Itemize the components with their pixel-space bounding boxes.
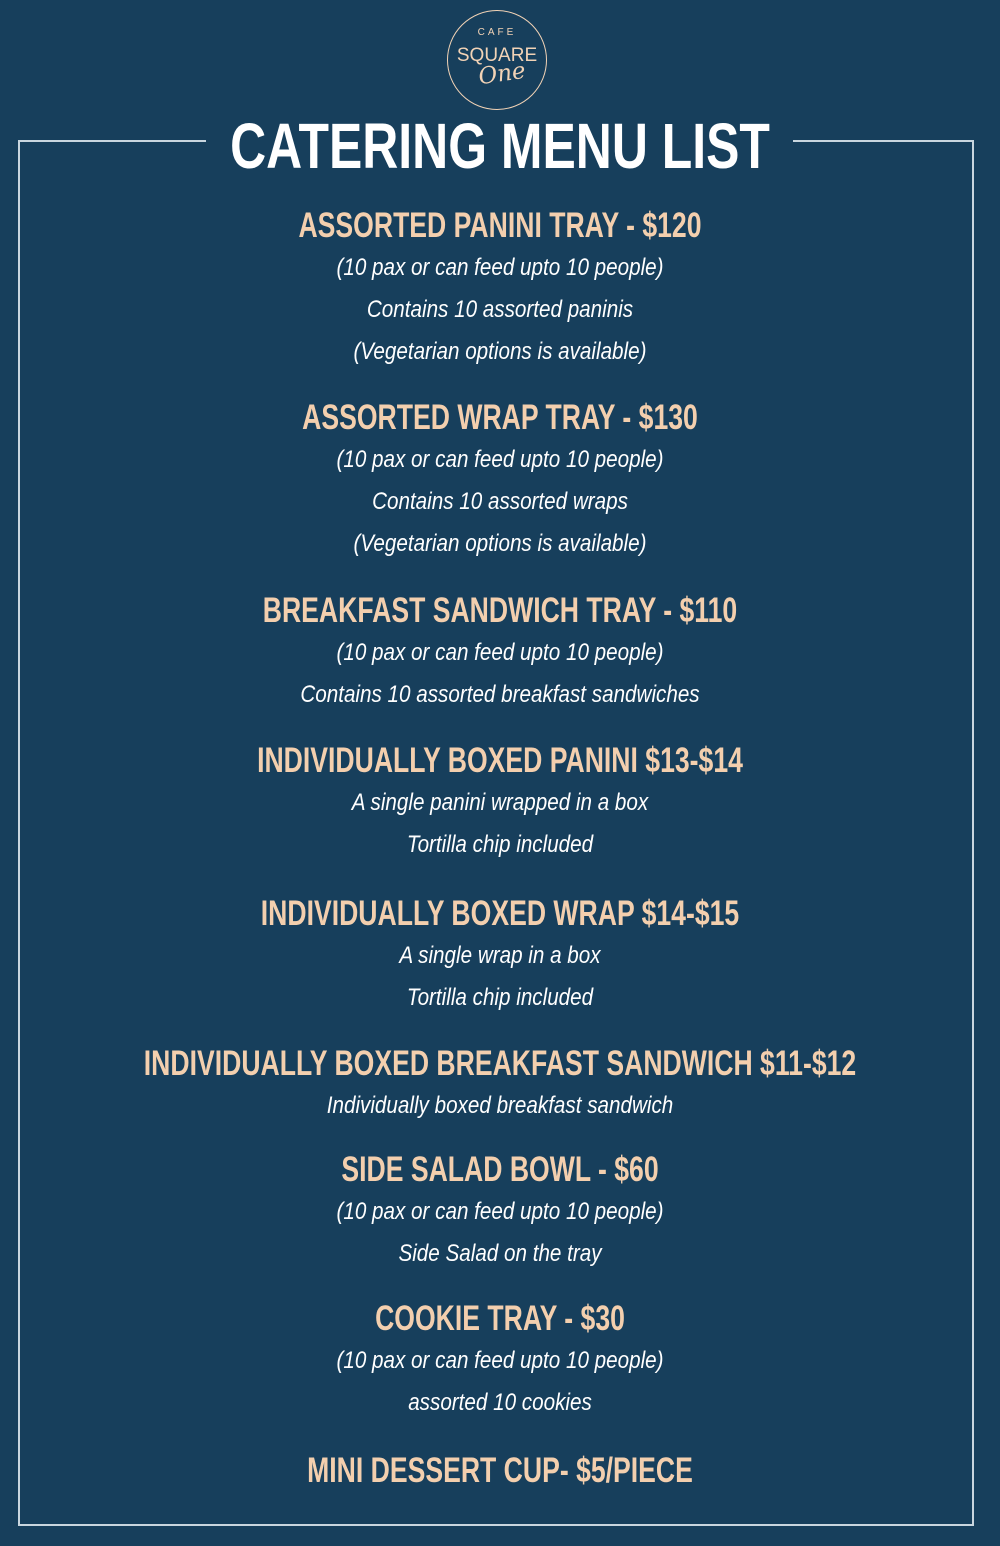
item-name: BREAKFAST SANDWICH TRAY - $110 — [262, 591, 738, 630]
item-name: COOKIE TRAY - $30 — [375, 1299, 625, 1338]
menu-item-individually-boxed-breakfast-sandwich — [0, 1043, 1000, 1127]
item-detail: Tortilla chip included — [406, 831, 594, 858]
item-detail: Contains 10 assorted wraps — [372, 488, 628, 515]
item-detail: (Vegetarian options is available) — [353, 530, 647, 557]
item-name: INDIVIDUALLY BOXED BREAKFAST SANDWICH $11-$12 — [143, 1044, 857, 1083]
item-detail: Individually boxed breakfast sandwich — [326, 1092, 674, 1119]
item-detail: (10 pax or can feed upto 10 people) — [336, 639, 664, 666]
item-detail: (Vegetarian options is available) — [353, 338, 647, 365]
item-detail: (10 pax or can feed upto 10 people) — [336, 1198, 664, 1225]
menu-item-cookie-tray — [0, 1298, 1000, 1424]
item-name: ASSORTED WRAP TRAY - $130 — [302, 398, 698, 437]
logo-square-text: SQUARE — [456, 45, 538, 66]
menu-item-assorted-wrap-tray — [0, 397, 1000, 565]
item-detail: (10 pax or can feed upto 10 people) — [336, 446, 664, 473]
menu-item-side-salad-bowl — [0, 1149, 1000, 1275]
menu-item-assorted-panini-tray — [0, 205, 1000, 373]
item-detail: A single wrap in a box — [399, 942, 601, 969]
menu-item-individually-boxed-panini — [0, 740, 1000, 866]
item-detail: Contains 10 assorted breakfast sandwiches — [300, 681, 700, 708]
item-name: MINI DESSERT CUP- $5/PIECE — [307, 1451, 693, 1490]
frame-bottom-border — [18, 1524, 974, 1526]
item-detail: Side Salad on the tray — [398, 1240, 602, 1267]
logo-cafe-text: CAFE — [477, 27, 517, 38]
page-title: CATERING MENU LIST — [230, 110, 770, 182]
item-name: SIDE SALAD BOWL - $60 — [341, 1150, 659, 1189]
item-name: INDIVIDUALLY BOXED PANINI $13-$14 — [257, 741, 743, 780]
item-detail: (10 pax or can feed upto 10 people) — [336, 254, 664, 281]
logo-one-script: One — [476, 57, 528, 91]
item-name: ASSORTED PANINI TRAY - $120 — [298, 206, 702, 245]
cafe-logo — [447, 10, 547, 110]
item-detail: (10 pax or can feed upto 10 people) — [336, 1347, 664, 1374]
item-detail: Contains 10 assorted paninis — [366, 296, 634, 323]
menu-item-mini-dessert-cup — [0, 1450, 1000, 1492]
item-detail: Tortilla chip included — [406, 984, 594, 1011]
menu-item-individually-boxed-wrap — [0, 893, 1000, 1019]
item-detail: A single panini wrapped in a box — [351, 789, 649, 816]
item-name: INDIVIDUALLY BOXED WRAP $14-$15 — [260, 894, 740, 933]
item-detail: assorted 10 cookies — [408, 1389, 592, 1416]
menu-item-breakfast-sandwich-tray — [0, 590, 1000, 716]
